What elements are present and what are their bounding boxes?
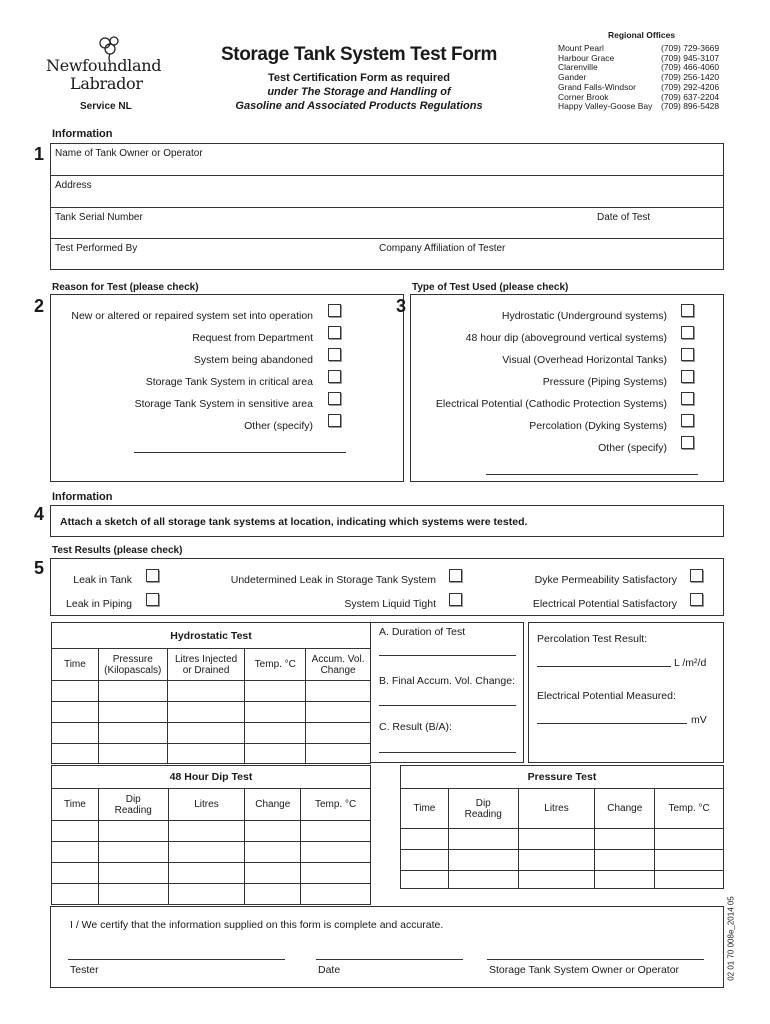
result-liquid-tight-label: System Liquid Tight [344,598,436,610]
dip48-col-litres: Litres [168,789,245,821]
office-phone: (709) 466-4060 [661,62,720,73]
office-name: Happy Valley-Goose Bay [558,101,653,112]
dip48-col-time: Time [52,789,99,821]
result-undetermined-leak-checkbox[interactable] [449,569,462,582]
department-name: Service NL [80,101,132,112]
final-accum-line[interactable] [379,705,516,706]
test-type-option-checkbox[interactable] [681,348,694,361]
pressure-col-temp: Temp. °C [655,789,724,829]
reason-option-label: New or altered or repaired system set into operation [71,310,313,322]
office-row [558,72,728,82]
section3-heading: Type of Test Used (please check) [412,282,569,293]
tester-signature-line[interactable] [68,959,285,960]
pressure-col-litres: Litres [518,789,595,829]
electrical-potential-line[interactable] [537,723,687,724]
hydro-calc-box [370,622,524,763]
reason-option-label: Other (specify) [244,420,313,432]
office-row [558,53,728,63]
office-phone: (709) 729-3669 [661,43,720,53]
sketch-instruction: Attach a sketch of all storage tank systems at location, indicating which systems were tested. [60,516,528,528]
table-row [52,681,371,702]
test-type-option-label: Electrical Potential (Cathodic Protection Systems) [435,398,667,410]
pressure-col-time: Time [401,789,449,829]
section4-heading: Information [52,491,113,503]
pressure-table [400,765,724,889]
form-code: 02 01 70 008e_2014 05 [726,896,736,981]
tester-label: Tester [70,964,99,976]
table-row [52,702,371,723]
office-name: Corner Brook [558,91,609,102]
test-type-option-label: Pressure (Piping Systems) [542,376,667,388]
office-name: Gander [558,72,587,83]
test-type-option-label: Visual (Overhead Horizontal Tanks) [502,354,667,366]
form-title: Storage Tank System Test Form [221,44,497,65]
reason-option-checkbox[interactable] [328,348,341,361]
percolation-unit: L /m²/d [674,657,707,669]
section2-number: 2 [34,296,45,316]
table-row [52,863,371,884]
hydro-col-accum: Accum. Vol. Change [306,649,371,681]
table-row [52,842,371,863]
result-dyke-permeability-checkbox[interactable] [690,569,703,582]
office-phone: (709) 945-3107 [661,52,720,63]
test-type-option-checkbox[interactable] [681,436,694,449]
result-dyke-permeability-label: Dyke Permeability Satisfactory [534,574,677,586]
section1-number: 1 [34,144,45,164]
office-name: Grand Falls-Windsor [558,81,636,92]
test-type-option-checkbox[interactable] [681,370,694,383]
duration-of-test-label: A. Duration of Test [379,626,466,638]
test-performed-by-field[interactable]: Test Performed By [55,243,138,254]
table-row [401,871,724,889]
office-phone: (709) 637-2204 [661,91,720,102]
form-subtitle-2: under The Storage and Handling of [267,86,451,98]
result-electrical-potential-label: Electrical Potential Satisfactory [532,598,677,610]
result-ba-line[interactable] [379,752,516,753]
test-type-option-checkbox[interactable] [681,414,694,427]
electrical-potential-label: Electrical Potential Measured: [537,690,676,702]
regional-offices-heading: Regional Offices [608,30,676,40]
office-name: Clarenville [558,62,598,73]
test-type-option-label: Hydrostatic (Underground systems) [501,310,667,322]
hydro-col-time: Time [52,649,99,681]
result-liquid-tight-checkbox[interactable] [449,593,462,606]
duration-of-test-line[interactable] [379,655,516,656]
section3-number: 3 [396,296,407,316]
office-phone: (709) 256-1420 [661,72,720,83]
percolation-result-line[interactable] [537,666,671,667]
dip48-col-change: Change [245,789,301,821]
table-row [401,829,724,850]
office-row [558,101,728,111]
table-row [52,723,371,744]
company-affiliation-field[interactable]: Company Affiliation of Tester [379,243,506,254]
date-signature-line[interactable] [316,959,463,960]
pressure-col-change: Change [595,789,655,829]
certification-statement: I / We certify that the information supplied on this form is complete and accurate. [70,919,444,931]
reason-option-checkbox[interactable] [328,326,341,339]
result-leak-in-tank-checkbox[interactable] [146,569,159,582]
date-of-test-field[interactable]: Date of Test [597,212,651,223]
dip48-table [51,765,371,905]
dip48-title: 48 Hour Dip Test [52,766,371,789]
test-type-option-label: Percolation (Dyking Systems) [529,420,667,432]
reason-option-checkbox[interactable] [328,370,341,383]
office-row [558,43,728,53]
section2-heading: Reason for Test (please check) [52,282,199,293]
percolation-result-label: Percolation Test Result: [537,633,648,645]
section5-number: 5 [34,558,45,578]
electrical-potential-unit: mV [691,714,707,726]
table-row [401,850,724,871]
final-accum-label: B. Final Accum. Vol. Change: [379,675,515,687]
result-leak-in-piping-label: Leak in Piping [66,598,132,610]
result-leak-in-piping-checkbox[interactable] [146,593,159,606]
office-name: Harbour Grace [558,52,615,63]
reason-other-specify-line[interactable] [134,452,346,453]
section5-heading: Test Results (please check) [52,545,183,556]
form-subtitle-3: Gasoline and Associated Products Regulations [235,100,483,112]
hydro-col-litres: Litres Injected or Drained [167,649,245,681]
hydrostatic-table [51,622,371,764]
table-row [52,884,371,905]
logo [46,36,166,100]
reason-option-label: Storage Tank System in critical area [145,376,313,388]
result-leak-in-tank-label: Leak in Tank [73,574,132,586]
hydro-col-pressure: Pressure (Kilopascals) [98,649,167,681]
reason-option-label: Request from Department [192,332,313,344]
result-ba-label: C. Result (B/A): [379,721,452,733]
dip48-col-dip: Dip Reading [98,789,168,821]
test-type-option-checkbox[interactable] [681,326,694,339]
table-row [52,744,371,764]
date-label: Date [318,964,341,976]
reason-option-checkbox[interactable] [328,392,341,405]
table-row [52,821,371,842]
section1-heading: Information [52,128,113,140]
hydro-col-temp: Temp. °C [245,649,306,681]
reason-option-checkbox[interactable] [328,414,341,427]
owner-operator-label: Storage Tank System Owner or Operator [489,964,680,976]
result-undetermined-leak-label: Undetermined Leak in Storage Tank System [230,574,436,586]
result-electrical-potential-checkbox[interactable] [690,593,703,606]
section2-box [50,294,407,482]
office-row [558,82,728,92]
reason-option-label: Storage Tank System in sensitive area [134,398,313,410]
dip48-col-temp: Temp. °C [301,789,371,821]
reason-option-label: System being abandoned [193,354,313,366]
hydrostatic-title: Hydrostatic Test [52,623,371,649]
tank-serial-field[interactable]: Tank Serial Number [55,212,143,223]
address-field[interactable]: Address [55,180,92,191]
owner-signature-line[interactable] [487,959,704,960]
office-name: Mount Pearl [558,43,604,53]
pressure-col-dip: Dip Reading [448,789,518,829]
test-type-option-checkbox[interactable] [681,392,694,405]
test-type-option-label: 48 hour dip (aboveground vertical systems) [465,332,667,344]
pressure-title: Pressure Test [401,766,724,789]
section4-number: 4 [34,504,45,524]
office-phone: (709) 896-5428 [661,101,720,112]
office-phone: (709) 292-4206 [661,81,720,92]
type-other-specify-line[interactable] [486,474,698,475]
test-type-option-checkbox[interactable] [681,304,694,317]
office-row [558,62,728,72]
logo-newfoundland: Newfoundland [46,56,162,75]
office-row [558,92,728,102]
form-subtitle-1: Test Certification Form as required [268,72,450,84]
test-type-option-label: Other (specify) [598,442,667,454]
owner-name-field[interactable]: Name of Tank Owner or Operator [55,148,203,159]
logo-labrador: Labrador [70,74,143,93]
reason-option-checkbox[interactable] [328,304,341,317]
